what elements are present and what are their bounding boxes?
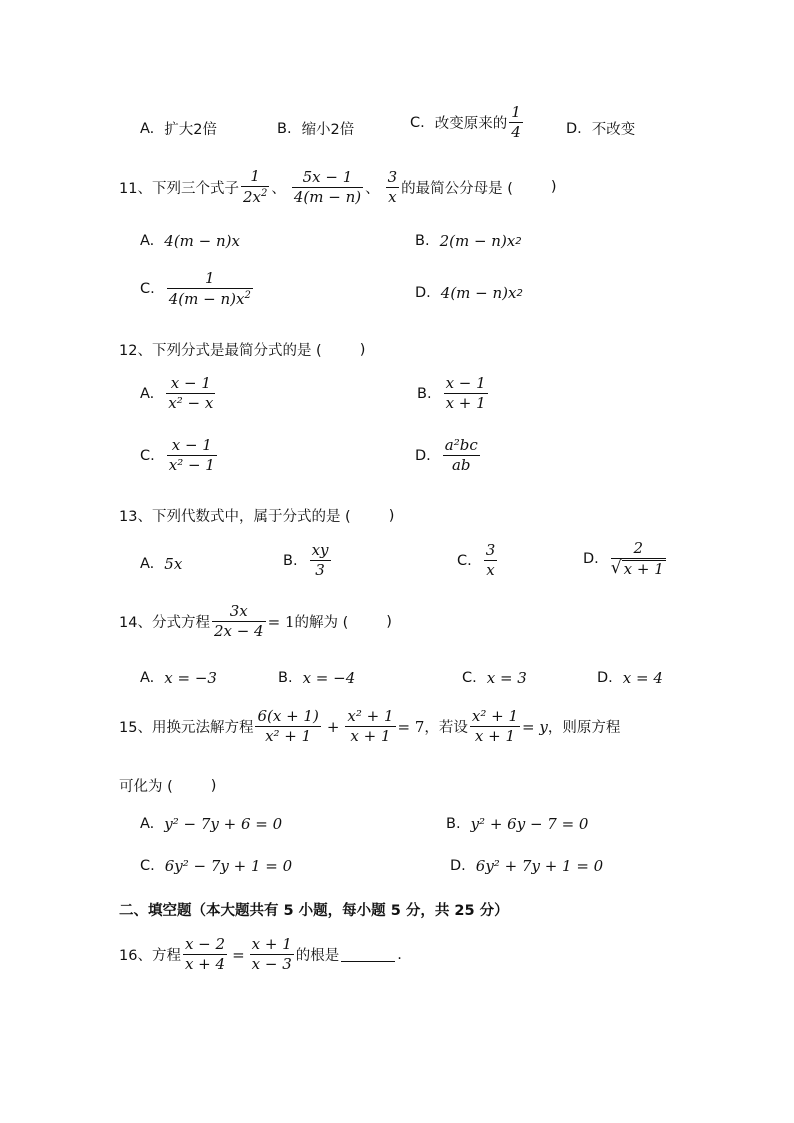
denominator: x bbox=[486, 561, 495, 580]
option-expr: x = −3 bbox=[164, 669, 217, 687]
option-label: B. bbox=[446, 816, 461, 832]
q14-stem bbox=[119, 603, 392, 641]
q10-option-a bbox=[140, 118, 217, 139]
numerator: 2 bbox=[633, 539, 644, 557]
option-label: A. bbox=[140, 385, 155, 402]
option-expr: 6y² + 7y + 1 = 0 bbox=[475, 857, 604, 875]
question-text: 分式方程 bbox=[151, 615, 210, 632]
fraction bbox=[484, 542, 498, 580]
option-label: D. bbox=[415, 447, 431, 464]
option-text: 缩小2倍 bbox=[301, 122, 355, 138]
numerator: 3 bbox=[485, 541, 496, 559]
square-root: √ x + 1 bbox=[610, 558, 664, 579]
q15-option-a bbox=[140, 815, 282, 833]
option-expr: 4(m − n)x bbox=[164, 232, 240, 250]
period: . bbox=[397, 946, 402, 963]
close-paren: ) bbox=[388, 507, 395, 524]
q10-option-d bbox=[566, 118, 635, 139]
question-text: ，若设 bbox=[424, 720, 468, 737]
fraction: $\frac{1}{4(m - n)x^2}$ bbox=[168, 269, 251, 309]
denominator: 3 bbox=[315, 561, 325, 580]
fraction bbox=[255, 708, 320, 746]
q12-option-d bbox=[415, 437, 482, 475]
close-paren: ) bbox=[550, 179, 557, 196]
question-number: 13、 bbox=[119, 509, 152, 525]
equation-rhs: = y bbox=[522, 717, 548, 736]
option-expr: y² + 6y − 7 = 0 bbox=[470, 815, 589, 833]
option-expr: 5x bbox=[164, 555, 183, 573]
q11-stem bbox=[119, 168, 557, 207]
q12-stem bbox=[119, 339, 365, 360]
option-text: 改变原来的 bbox=[434, 116, 508, 133]
option-label: C. bbox=[140, 281, 155, 298]
question-text: 的解为 ( bbox=[294, 615, 349, 632]
option-label: A. bbox=[140, 556, 155, 572]
q16-stem bbox=[119, 936, 402, 974]
q13-option-b bbox=[283, 542, 333, 580]
fraction: $\frac{5x - 1}{4(m - n)}$ bbox=[293, 167, 362, 206]
q15-option-c bbox=[140, 857, 292, 875]
denominator: x + 1 bbox=[350, 727, 391, 746]
equation-rhs: = 1 bbox=[267, 612, 295, 631]
close-paren: ) bbox=[386, 613, 392, 630]
q11-option-b: B. 2(m − n)x 2 bbox=[415, 232, 522, 250]
denominator: x + 1 bbox=[445, 394, 486, 413]
question-text: 方程 bbox=[151, 948, 181, 965]
equation-rhs: = 7 bbox=[397, 717, 425, 736]
q10-option-c bbox=[410, 104, 525, 142]
denominator: ab bbox=[451, 456, 471, 475]
numerator: a²bc bbox=[444, 436, 478, 454]
fraction bbox=[509, 104, 523, 142]
section-heading: 二、填空题（本大题共有 5 小题，每小题 5 分，共 25 分） bbox=[119, 903, 509, 919]
fraction bbox=[250, 936, 294, 974]
option-label: A. bbox=[140, 233, 155, 249]
option-label: D. bbox=[597, 670, 613, 686]
option-label: B. bbox=[278, 670, 293, 686]
question-number: 16、 bbox=[119, 948, 152, 965]
q13-option-a bbox=[140, 555, 182, 573]
option-label: C. bbox=[140, 858, 155, 874]
option-label: A. bbox=[140, 816, 155, 832]
question-number: 12、 bbox=[119, 343, 152, 359]
question-number: 11、 bbox=[119, 180, 152, 197]
fraction bbox=[183, 936, 227, 974]
question-text: 下列三个式子 bbox=[151, 180, 239, 197]
question-text: ，则原方程 bbox=[547, 720, 621, 737]
option-text: 不改变 bbox=[591, 122, 636, 138]
option-text: 扩大2倍 bbox=[164, 122, 218, 138]
numerator: 3x bbox=[229, 602, 248, 620]
option-label: B. bbox=[415, 233, 430, 249]
numerator: x − 1 bbox=[445, 374, 486, 392]
q15-option-d bbox=[450, 857, 603, 875]
q11-option-a bbox=[140, 232, 240, 250]
question-text: 的根是 bbox=[295, 948, 340, 965]
option-expr: x = 3 bbox=[486, 669, 527, 687]
equals-sign: = bbox=[232, 945, 245, 964]
q14-option-b bbox=[278, 669, 355, 687]
option-label: A. bbox=[140, 120, 155, 137]
close-paren: ) bbox=[210, 777, 217, 794]
denominator: x − 3 bbox=[251, 955, 292, 974]
denominator: x² + 1 bbox=[265, 727, 312, 746]
q12-option-a bbox=[140, 375, 217, 413]
q15-option-b bbox=[446, 815, 588, 833]
q12-option-b bbox=[417, 375, 490, 413]
denominator: 2x − 4 bbox=[213, 622, 264, 641]
option-label: B. bbox=[283, 552, 298, 569]
option-label: D. bbox=[583, 551, 599, 568]
fraction bbox=[167, 437, 217, 475]
answer-blank[interactable] bbox=[341, 947, 395, 962]
question-number: 14、 bbox=[119, 615, 152, 632]
numerator: 1 bbox=[511, 103, 521, 121]
fraction bbox=[212, 603, 266, 641]
question-number: 15、 bbox=[119, 720, 152, 737]
question-text: 下列代数式中，属于分式的是 ( bbox=[151, 509, 351, 525]
denominator: x + 1 bbox=[474, 727, 516, 746]
option-expr: 2(m − n)x bbox=[439, 232, 516, 250]
option-label: B. bbox=[277, 120, 292, 137]
fraction bbox=[166, 375, 215, 413]
numerator: 6(x + 1) bbox=[257, 707, 319, 725]
question-text: 的最简公分母是 ( bbox=[401, 180, 513, 197]
numerator: x² + 1 bbox=[347, 707, 394, 725]
option-label: C. bbox=[140, 447, 155, 464]
numerator: x − 1 bbox=[170, 374, 211, 392]
numerator: x − 1 bbox=[171, 436, 212, 454]
question-text: 用换元法解方程 bbox=[151, 720, 254, 737]
option-label: D. bbox=[415, 285, 431, 301]
option-label: C. bbox=[457, 552, 472, 569]
fraction bbox=[443, 437, 480, 475]
q14-option-a bbox=[140, 669, 217, 687]
option-label: C. bbox=[462, 670, 477, 686]
q13-option-c bbox=[457, 542, 499, 580]
q14-option-d bbox=[597, 669, 663, 687]
q15-stem-line2 bbox=[119, 775, 216, 796]
numerator: x − 2 bbox=[184, 935, 226, 953]
close-paren: ) bbox=[359, 341, 366, 358]
q14-option-c bbox=[462, 669, 527, 687]
option-label: B. bbox=[417, 385, 432, 402]
option-label: C. bbox=[410, 114, 425, 131]
plus-sign: + bbox=[326, 717, 340, 736]
q11-option-c bbox=[140, 270, 255, 309]
fraction bbox=[310, 542, 331, 580]
numerator: 1 bbox=[205, 269, 215, 287]
denominator: x + 4 bbox=[184, 955, 226, 974]
denominator: x + 1 bbox=[623, 560, 664, 579]
separator: 、 bbox=[365, 180, 380, 197]
fraction bbox=[444, 375, 488, 413]
option-expr: y² − 7y + 6 = 0 bbox=[164, 815, 283, 833]
q13-option-d bbox=[583, 540, 668, 579]
denominator: 4 bbox=[511, 123, 521, 142]
numerator: x + 1 bbox=[251, 935, 292, 953]
numerator: xy bbox=[311, 541, 329, 559]
option-expr: x = 4 bbox=[622, 669, 663, 687]
q11-option-d: D. 4(m − n)x 2 bbox=[415, 284, 523, 302]
option-label: D. bbox=[566, 120, 582, 137]
fraction: $\frac{3}{x}$ bbox=[387, 167, 398, 206]
option-label: D. bbox=[450, 858, 466, 874]
fraction bbox=[470, 708, 520, 746]
option-expr: x = −4 bbox=[302, 669, 356, 687]
fraction: $\frac{1}{2x^2}$ bbox=[242, 167, 268, 207]
denominator: x² − x bbox=[168, 394, 214, 413]
denominator: 4(m − n)x bbox=[168, 290, 245, 309]
q13-stem bbox=[119, 505, 394, 526]
fraction bbox=[345, 708, 395, 746]
option-expr: 6y² − 7y + 1 = 0 bbox=[164, 857, 293, 875]
question-text: 下列分式是最简分式的是 ( bbox=[151, 343, 322, 359]
denominator: x² − 1 bbox=[168, 456, 215, 475]
q15-stem bbox=[119, 708, 620, 746]
numerator: x² + 1 bbox=[471, 707, 519, 725]
option-expr: 4(m − n)x bbox=[440, 284, 517, 302]
question-text: 可化为 ( bbox=[119, 779, 173, 795]
q10-option-b bbox=[277, 118, 354, 139]
option-label: A. bbox=[140, 670, 155, 686]
fraction bbox=[611, 540, 666, 579]
q12-option-c bbox=[140, 437, 219, 475]
separator: 、 bbox=[271, 180, 286, 197]
